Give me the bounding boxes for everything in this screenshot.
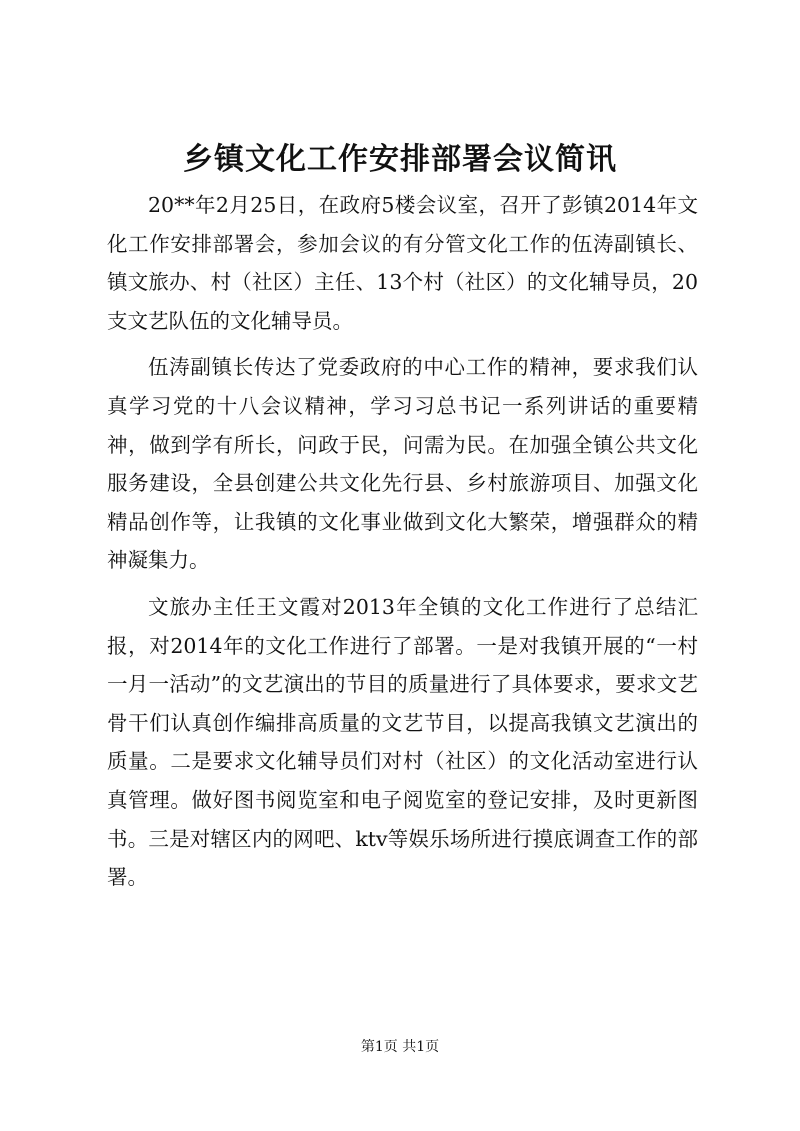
paragraph-3: 文旅办主任王文霞对2013年全镇的文化工作进行了总结汇报，对2014年的文化工作进行了部署。一是对我镇开展的“一村一月一活动”的文艺演出的节目的质量进行了具体要求，要求文艺骨干们认真创作编排高质量的文艺节目，以提高我镇文艺演出的质量。二是要求文化辅导员们对村（社区）的文化活动室进行认真管理。做好图书阅览室和电子阅览室的登记安排，及时更新图书。三是对辖区内的网吧、ktv等娱乐场所进行摸底调查工作的部署。: [107, 594, 698, 890]
paragraph-2: 伍涛副镇长传达了党委政府的中心工作的精神，要求我们认真学习党的十八会议精神，学习习总书记一系列讲话的重要精神，做到学有所长，问政于民，问需为民。在加强全镇公共文化服务建设，全县创建公共文化先行县、乡村旅游项目、加强文化精品创作等，让我镇的文化事业做到文化大繁荣，增强群众的精神凝集力。: [107, 355, 698, 573]
document-title: 乡镇文化工作安排部署会议简讯: [183, 142, 617, 177]
paragraph-1: 20**年2月25日，在政府5楼会议室，召开了彭镇2014年文化工作安排部署会，参加会议的有分管文化工作的伍涛副镇长、镇文旅办、村（社区）主任、13个村（社区）的文化辅导员，20支文艺队伍的文化辅导员。: [107, 193, 698, 333]
document-body: [107, 186, 698, 905]
page-footer: 第1页 共1页: [360, 1039, 440, 1055]
